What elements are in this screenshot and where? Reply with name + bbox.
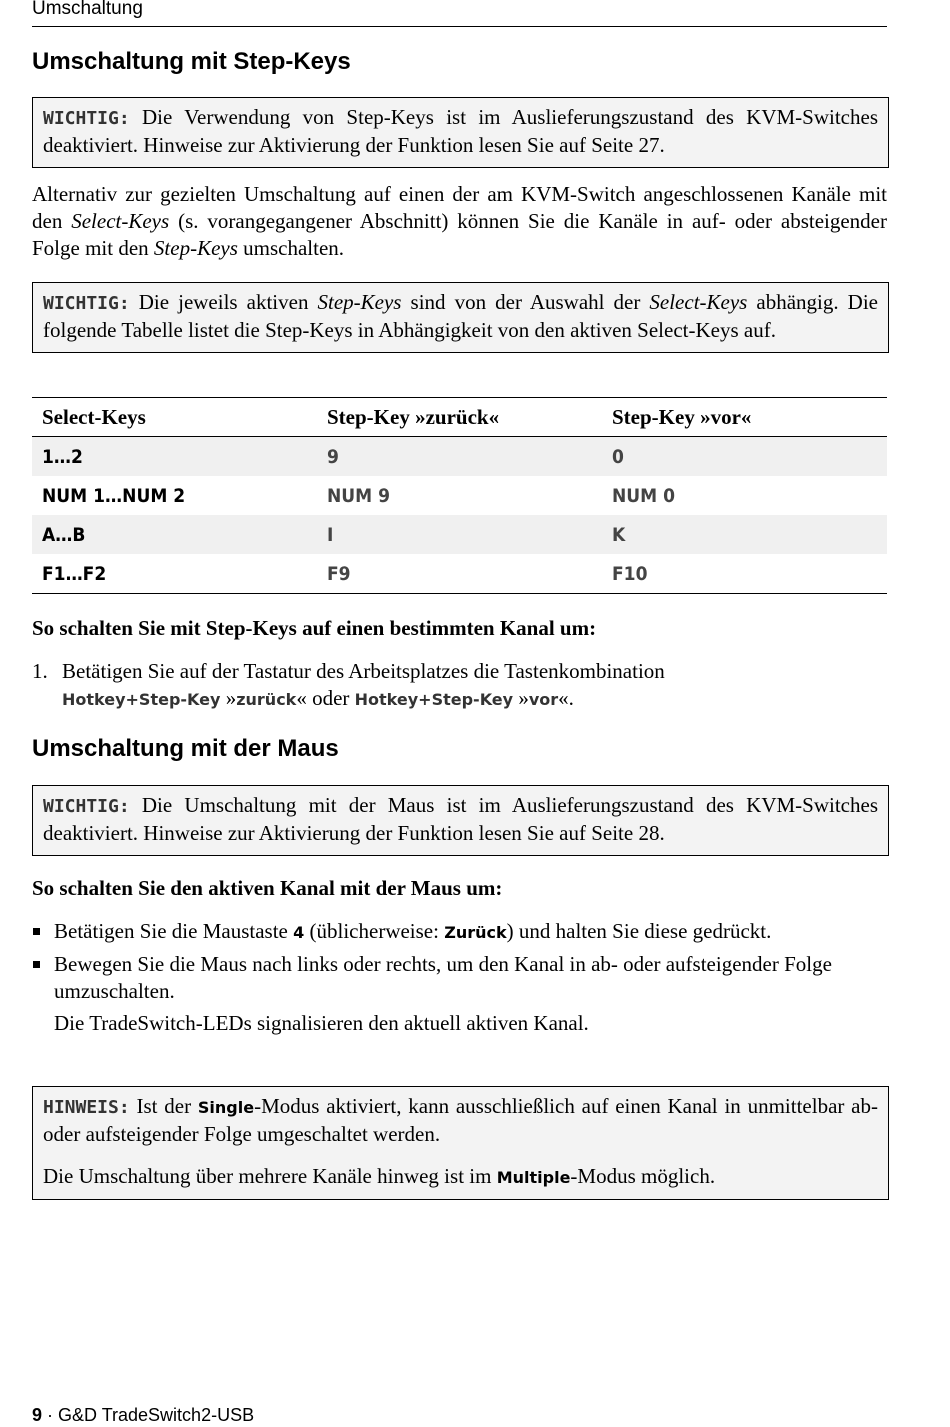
note-emphasis: Step-Keys	[317, 290, 402, 314]
key-combo: Hotkey+Step-Key	[354, 690, 514, 709]
table-cell: NUM 1…NUM 2	[42, 484, 186, 507]
table-cell: F1…F2	[42, 562, 107, 585]
list-text: Bewegen Sie die Maus nach links oder rechts, um den Kanal in ab- oder aufsteigender Folge umzuschalten.	[54, 952, 832, 1003]
note-text: sind von der Auswahl der	[401, 290, 650, 314]
howto-heading-step-keys: So schalten Sie mit Step-Keys auf einen bestimmten Kanal um:	[32, 616, 597, 640]
note-tag: WICHTIG:	[43, 293, 130, 314]
step-number: 1.	[32, 659, 48, 683]
quote: »	[220, 686, 237, 710]
quote: »	[513, 686, 529, 710]
quote: «.	[558, 686, 574, 710]
bullet-icon	[33, 928, 40, 935]
section-title-mouse: Umschaltung mit der Maus	[32, 735, 339, 762]
section-title-step-keys: Umschaltung mit Step-Keys	[32, 48, 351, 75]
important-note-mouse	[32, 785, 889, 856]
list-item	[32, 951, 887, 1005]
header-rule	[32, 26, 887, 27]
note-text: Die Verwendung von Step-Keys ist im Auslieferungszustand des KVM-Switches deaktiviert. Hinweise zur Aktivierung der Funktion lesen Sie auf Seite 27.	[43, 105, 878, 157]
table-cell: A…B	[32, 515, 317, 554]
intro-emphasis: Select-Keys	[71, 209, 170, 233]
mouse-steps-list	[32, 918, 887, 1037]
hint-text: -Modus möglich.	[570, 1164, 716, 1188]
key-label: 4	[293, 923, 305, 942]
step-keys-table	[32, 397, 887, 594]
table-cell: NUM 9	[327, 484, 391, 507]
list-item-continuation: Die TradeSwitch-LEDs signalisieren den aktuell aktiven Kanal.	[54, 1011, 589, 1035]
intro-paragraph	[32, 181, 887, 262]
key-label: zurück	[236, 690, 297, 709]
bullet-icon	[33, 961, 40, 968]
note-text: Die jeweils aktiven	[129, 290, 318, 314]
list-item	[32, 918, 887, 946]
intro-text: (s. vorangegangener Abschnitt) können Sie die Kanäle in auf- oder absteigender Folge mit den	[32, 209, 887, 260]
table-row	[32, 515, 887, 554]
column-header: Step-Key »vor«	[602, 398, 887, 437]
list-text: (üblicherweise:	[304, 919, 445, 943]
table-cell: 1…2	[32, 437, 317, 477]
quote: « oder	[296, 686, 355, 710]
intro-emphasis: Step-Keys	[153, 236, 238, 260]
note-tag: WICHTIG:	[43, 796, 130, 817]
table-cell: 9	[317, 437, 602, 477]
column-header: Select-Keys	[32, 398, 317, 437]
table-cell: F9	[327, 562, 351, 585]
table-cell: F10	[612, 562, 648, 585]
table-cell: I	[317, 515, 602, 554]
note-text: abhängig. Die folgende Tabelle listet die Step-Keys in Abhängigkeit von den aktiven Select-Keys auf.	[43, 290, 878, 342]
list-text: Betätigen Sie die Maustaste	[54, 919, 294, 943]
step-text-line: Betätigen Sie auf der Tastatur des Arbeitsplatzes die Tastenkombination	[62, 659, 665, 683]
intro-text: umschalten.	[237, 236, 345, 260]
table-header-row	[32, 398, 887, 437]
footer-separator: ·	[42, 1405, 59, 1425]
hint-text: -Modus aktiviert, kann ausschließlich auf einen Kanal in unmittelbar ab- oder aufsteigender Folge umgeschaltet werden.	[43, 1094, 878, 1146]
running-head: Umschaltung	[32, 0, 143, 19]
table-row	[32, 476, 887, 515]
hint-text: Die Umschaltung über mehrere Kanäle hinweg ist im	[43, 1164, 497, 1188]
page-number: 9	[32, 1405, 43, 1425]
table-row	[32, 437, 887, 477]
table-cell: 0	[602, 437, 887, 477]
key-combo: Hotkey+Step-Key	[62, 690, 221, 709]
mode-label: Single	[197, 1098, 255, 1117]
howto-heading-mouse: So schalten Sie den aktiven Kanal mit der Maus um:	[32, 876, 503, 900]
column-header: Step-Key »zurück«	[317, 398, 602, 437]
hint-box	[32, 1086, 889, 1200]
note-text: Die Umschaltung mit der Maus ist im Auslieferungszustand des KVM-Switches deaktiviert. Hinweise zur Aktivierung der Funktion lesen Sie auf Seite 28.	[43, 793, 878, 845]
hint-text: Ist der	[129, 1094, 198, 1118]
intro-text: Alternativ zur gezielten Umschaltung auf einen der am KVM-Switch angeschlossenen Kanäle mit den	[32, 182, 887, 233]
hint-tag: HINWEIS:	[43, 1097, 130, 1118]
table-cell: NUM 0	[612, 484, 676, 507]
ordered-step	[32, 658, 887, 713]
key-label: vor	[528, 690, 559, 709]
key-label: Zurück	[444, 923, 507, 942]
note-emphasis: Select-Keys	[649, 290, 748, 314]
step-text	[62, 658, 887, 713]
important-note-step-keys	[32, 97, 889, 168]
table-row	[32, 554, 887, 594]
important-note-dependency	[32, 282, 889, 353]
mode-label: Multiple	[496, 1168, 571, 1187]
page-footer	[32, 1405, 254, 1426]
footer-product: G&D TradeSwitch2-USB	[58, 1405, 255, 1425]
list-text: ) und halten Sie diese gedrückt.	[506, 919, 772, 943]
table-cell: K	[602, 515, 887, 554]
note-tag: WICHTIG:	[43, 108, 130, 129]
